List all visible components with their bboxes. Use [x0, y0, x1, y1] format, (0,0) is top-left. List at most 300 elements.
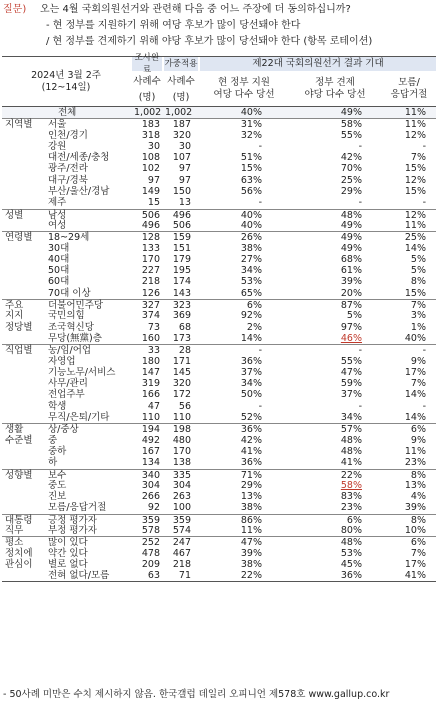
- row-check-pct: -: [358, 197, 362, 209]
- row-support-pct: -: [258, 197, 262, 209]
- row-subgroup-label: 진보: [48, 491, 67, 503]
- table-header: [2, 53, 436, 107]
- row-subgroup-label: 조국혁신당: [48, 321, 94, 333]
- row-group-label: 성향별: [5, 469, 33, 481]
- row-check-pct: 42%: [340, 152, 362, 164]
- row-survey-count: 218: [141, 276, 160, 288]
- row-weighted-count: 263: [172, 491, 191, 503]
- row-weighted-count: 151: [172, 242, 191, 254]
- question-block: [0, 0, 439, 52]
- row-survey-count: 506: [141, 209, 160, 221]
- table-row: [2, 220, 436, 231]
- row-support-pct: 86%: [240, 514, 262, 526]
- table-body: [2, 107, 436, 581]
- row-support-pct: 13%: [240, 491, 262, 503]
- row-check-pct: 5%: [346, 310, 362, 322]
- table-row: [2, 243, 436, 254]
- row-survey-count: 340: [141, 469, 160, 481]
- row-weighted-count: 359: [172, 514, 191, 526]
- table-row: [2, 367, 436, 378]
- row-survey-count: 102: [141, 163, 160, 175]
- table-row: [2, 333, 436, 344]
- table-row: [2, 525, 436, 536]
- row-check-pct: 36%: [340, 570, 362, 582]
- row-support-pct: 92%: [240, 310, 262, 322]
- row-survey-count: 166: [141, 389, 160, 401]
- row-survey-count: 183: [141, 119, 160, 131]
- row-dk-pct: 7%: [410, 378, 426, 390]
- row-subgroup-label: 사무/관리: [48, 378, 88, 390]
- row-check-pct: 55%: [340, 129, 362, 141]
- row-survey-count: 47: [147, 400, 160, 412]
- row-dk-pct: 14%: [404, 389, 426, 401]
- row-weighted-count: 496: [172, 209, 191, 221]
- row-support-pct: 36%: [240, 457, 262, 469]
- table-row: [2, 130, 436, 141]
- row-dk-pct: -: [422, 140, 426, 152]
- row-subgroup-label: 부정 평가자: [48, 524, 97, 536]
- row-support-pct: 56%: [240, 186, 262, 198]
- table-row: [2, 412, 436, 423]
- table-row: [2, 502, 436, 513]
- row-check-pct: -: [358, 345, 362, 357]
- row-check-pct: 87%: [340, 300, 362, 312]
- row-survey-count: 327: [141, 300, 160, 312]
- row-subgroup-label: 국민의힘: [48, 310, 85, 322]
- row-weighted-count: 159: [172, 232, 191, 244]
- table-row: [2, 514, 436, 525]
- row-weighted-count: 68: [178, 321, 191, 333]
- row-dk-pct: 5%: [410, 253, 426, 265]
- table-row: [2, 378, 436, 389]
- table-row: [2, 389, 436, 400]
- row-group-label: 지지: [5, 310, 24, 322]
- row-survey-count: 319: [141, 378, 160, 390]
- row-support-pct: -: [258, 400, 262, 412]
- row-support-pct: 51%: [240, 152, 262, 164]
- table-row: [2, 491, 436, 502]
- row-dk-pct: 7%: [410, 300, 426, 312]
- row-weighted-count: 187: [172, 119, 191, 131]
- row-subgroup-label: 전혀 없다/모름: [48, 570, 110, 582]
- row-group-label: 연령별: [5, 232, 33, 244]
- row-weighted-count: 320: [172, 129, 191, 141]
- row-support-pct: 36%: [240, 424, 262, 436]
- table-row: [2, 469, 436, 480]
- row-dk-pct: 15%: [404, 186, 426, 198]
- row-survey-count: 374: [141, 310, 160, 322]
- row-group-label: 관심이: [5, 558, 33, 570]
- row-survey-count: 492: [141, 434, 160, 446]
- row-subgroup-label: 모름/응답거절: [48, 502, 107, 514]
- table-row: [2, 265, 436, 276]
- row-support-pct: 11%: [240, 524, 262, 536]
- row-group-label: 생활: [5, 424, 24, 436]
- row-survey-count: 227: [141, 265, 160, 277]
- row-weighted-count: 1,002: [165, 107, 193, 118]
- row-group-label: 대통령: [5, 514, 33, 526]
- row-check-pct: 49%: [340, 107, 362, 118]
- row-survey-count: 180: [141, 355, 160, 367]
- row-subgroup-label: 전업주부: [48, 389, 85, 401]
- row-check-pct: 80%: [340, 524, 362, 536]
- row-weighted-count: 179: [172, 253, 191, 265]
- table-row: [2, 197, 436, 208]
- row-survey-count: 209: [141, 558, 160, 570]
- row-weighted-count: 574: [172, 524, 191, 536]
- row-weighted-count: 110: [172, 412, 191, 424]
- row-dk-pct: 40%: [404, 332, 426, 344]
- row-subgroup-label: 50대: [48, 265, 70, 277]
- row-dk-pct: 14%: [404, 242, 426, 254]
- row-group-label: 주요: [5, 300, 24, 312]
- row-dk-pct: 7%: [410, 547, 426, 559]
- row-dk-pct: 11%: [404, 107, 426, 118]
- row-subgroup-label: 대구/경북: [48, 174, 88, 186]
- row-weighted-count: 56: [178, 400, 191, 412]
- row-dk-pct: 7%: [410, 152, 426, 164]
- row-subgroup-label: 무당(無黨)층: [48, 332, 102, 344]
- row-survey-count: 318: [141, 129, 160, 141]
- row-subgroup-label: 중: [48, 434, 58, 446]
- row-check-pct: 45%: [340, 558, 362, 570]
- row-weighted-count: 171: [172, 355, 191, 367]
- row-weighted-count: 467: [172, 547, 191, 559]
- row-weighted-count: 320: [172, 378, 191, 390]
- row-check-pct: 53%: [340, 547, 362, 559]
- row-survey-count: 30: [147, 140, 160, 152]
- row-weighted-count: 107: [172, 152, 191, 164]
- row-subgroup-label: 많이 있다: [48, 537, 88, 549]
- row-dk-pct: 8%: [410, 276, 426, 288]
- row-dk-pct: 39%: [404, 502, 426, 514]
- row-check-pct: 58%: [340, 479, 362, 491]
- row-dk-pct: 14%: [404, 412, 426, 424]
- header-period-label: 2024년 3월 2주: [31, 70, 101, 81]
- row-check-pct: 61%: [340, 265, 362, 277]
- row-weighted-count: 304: [172, 479, 191, 491]
- table-row: [2, 288, 436, 299]
- row-subgroup-label: 기능노무/서비스: [48, 366, 116, 378]
- row-weighted-count: 97: [178, 174, 191, 186]
- table-row: [2, 446, 436, 457]
- row-check-pct: 59%: [340, 378, 362, 390]
- row-survey-count: 73: [147, 321, 160, 333]
- row-weighted-count: 174: [172, 276, 191, 288]
- row-support-pct: 47%: [240, 537, 262, 549]
- row-support-pct: 38%: [240, 502, 262, 514]
- row-survey-count: 304: [141, 479, 160, 491]
- row-check-pct: -: [358, 140, 362, 152]
- row-subgroup-label: 하: [48, 457, 58, 469]
- header-unit-1: (명): [138, 92, 156, 103]
- row-dk-pct: 17%: [404, 558, 426, 570]
- row-dk-pct: 11%: [404, 445, 426, 457]
- table-row: [2, 163, 436, 174]
- row-weighted-count: 195: [172, 265, 191, 277]
- row-subgroup-label: 부산/울산/경남: [48, 186, 110, 198]
- header-period-dates: (12~14일): [41, 82, 91, 93]
- row-subgroup-label: 70대 이상: [48, 287, 91, 299]
- row-dk-pct: 23%: [404, 457, 426, 469]
- row-weighted-count: 97: [178, 163, 191, 175]
- row-weighted-count: 13: [178, 197, 191, 209]
- row-weighted-count: 247: [172, 537, 191, 549]
- row-survey-count: 252: [141, 537, 160, 549]
- row-survey-count: 63: [147, 570, 160, 582]
- row-weighted-count: 369: [172, 310, 191, 322]
- row-group-label: 직무: [5, 524, 24, 536]
- row-group-label: 정당별: [5, 321, 33, 333]
- row-subgroup-label: 인천/경기: [48, 129, 88, 141]
- table-row: [2, 480, 436, 491]
- row-subgroup-label: 자영업: [48, 355, 76, 367]
- row-weighted-count: 143: [172, 287, 191, 299]
- row-survey-count: 147: [141, 366, 160, 378]
- row-survey-count: 33: [147, 345, 160, 357]
- row-support-pct: 31%: [240, 119, 262, 131]
- row-subgroup-label: 별로 없다: [48, 558, 88, 570]
- row-weighted-count: 173: [172, 332, 191, 344]
- question-line-1: 오는 4월 국회의원선거와 관련해 다음 중 어느 주장에 더 동의하십니까?: [40, 4, 351, 15]
- row-check-pct: 48%: [340, 434, 362, 446]
- row-dk-pct: 10%: [404, 524, 426, 536]
- table-row: [2, 310, 436, 321]
- row-survey-count: 578: [141, 524, 160, 536]
- table-row: [2, 118, 436, 129]
- header-unit-2: (명): [172, 92, 190, 103]
- row-dk-pct: 9%: [410, 355, 426, 367]
- row-weighted-count: 150: [172, 186, 191, 198]
- row-check-pct: 46%: [340, 332, 362, 344]
- row-dk-pct: 13%: [404, 479, 426, 491]
- row-check-pct: 83%: [340, 491, 362, 503]
- row-weighted-count: 335: [172, 469, 191, 481]
- row-weighted-count: 198: [172, 424, 191, 436]
- table-row: [2, 299, 436, 310]
- row-support-pct: 15%: [240, 163, 262, 175]
- header-col-support: 현 정부 지원 여당 다수 당선: [213, 77, 275, 100]
- table-row: [2, 344, 436, 355]
- header-col-check: 정부 견제 야당 다수 당선: [304, 77, 366, 100]
- row-check-pct: 48%: [340, 445, 362, 457]
- row-check-pct: 49%: [340, 219, 362, 231]
- row-support-pct: 22%: [240, 570, 262, 582]
- row-support-pct: 65%: [240, 287, 262, 299]
- row-subgroup-label: 보수: [48, 469, 67, 481]
- row-weighted-count: 506: [172, 219, 191, 231]
- header-period: [2, 57, 130, 107]
- row-dk-pct: 8%: [410, 514, 426, 526]
- row-support-pct: 63%: [240, 174, 262, 186]
- row-weighted-count: 28: [178, 345, 191, 357]
- row-support-pct: 42%: [240, 434, 262, 446]
- row-subgroup-label: 강원: [48, 140, 67, 152]
- row-check-pct: 58%: [340, 119, 362, 131]
- row-subgroup-label: 30대: [48, 242, 70, 254]
- row-dk-pct: 11%: [404, 119, 426, 131]
- row-weighted-count: 138: [172, 457, 191, 469]
- table-row: [2, 175, 436, 186]
- footer-note: - 50사례 미만은 수치 제시하지 않음. 한국갤럽 데일리 오피니언 제578호 www.gallup.co.kr: [3, 689, 390, 700]
- row-dk-pct: 6%: [410, 424, 426, 436]
- row-check-pct: 48%: [340, 537, 362, 549]
- row-survey-count: 359: [141, 514, 160, 526]
- row-subgroup-label: 무직/은퇴/기타: [48, 412, 110, 424]
- row-support-pct: 37%: [240, 366, 262, 378]
- table-row: [2, 141, 436, 152]
- row-support-pct: 38%: [240, 242, 262, 254]
- row-weighted-count: 71: [178, 570, 191, 582]
- row-weighted-count: 323: [172, 300, 191, 312]
- row-support-pct: 40%: [240, 209, 262, 221]
- row-check-pct: 23%: [340, 502, 362, 514]
- row-dk-pct: 17%: [404, 366, 426, 378]
- row-check-pct: 68%: [340, 253, 362, 265]
- row-check-pct: 25%: [340, 174, 362, 186]
- row-dk-pct: 12%: [404, 129, 426, 141]
- question-line-2: - 현 정부를 지원하기 위해 여당 후보가 많이 당선돼야 한다: [46, 20, 301, 31]
- table-row: [2, 536, 436, 547]
- row-check-pct: 55%: [340, 355, 362, 367]
- row-subgroup-label: 약간 있다: [48, 547, 88, 559]
- row-dk-pct: 8%: [410, 469, 426, 481]
- header-respondents-1: 사례수: [133, 76, 161, 87]
- row-survey-count: 126: [141, 287, 160, 299]
- row-subgroup-label: 40대: [48, 253, 70, 265]
- row-weighted-count: 218: [172, 558, 191, 570]
- row-dk-pct: 1%: [410, 321, 426, 333]
- row-support-pct: 40%: [240, 219, 262, 231]
- row-subgroup-label: 대전/세종/충청: [48, 152, 110, 164]
- table-row: [2, 209, 436, 220]
- row-subgroup-label: 긍정 평가자: [48, 514, 97, 526]
- row-survey-count: 15: [147, 197, 160, 209]
- row-check-pct: 34%: [340, 412, 362, 424]
- row-subgroup-label: 전체: [58, 107, 77, 118]
- row-survey-count: 97: [147, 174, 160, 186]
- row-support-pct: 29%: [240, 479, 262, 491]
- question-line-3: / 현 정부를 견제하기 위해 야당 후보가 많이 당선돼야 한다 (항목 로테이션): [46, 36, 373, 47]
- row-dk-pct: 6%: [410, 537, 426, 549]
- row-survey-count: 110: [141, 412, 160, 424]
- row-dk-pct: 15%: [404, 287, 426, 299]
- row-check-pct: 49%: [340, 232, 362, 244]
- row-support-pct: 14%: [240, 332, 262, 344]
- question-tag: 질문): [3, 4, 27, 15]
- table-row: [2, 152, 436, 163]
- row-survey-count: 266: [141, 491, 160, 503]
- table-row: [2, 186, 436, 197]
- table-row: [2, 423, 436, 434]
- row-dk-pct: 9%: [410, 434, 426, 446]
- table-row: [2, 356, 436, 367]
- row-weighted-count: 480: [172, 434, 191, 446]
- row-check-pct: 57%: [340, 424, 362, 436]
- row-survey-count: 149: [141, 186, 160, 198]
- row-survey-count: 496: [141, 219, 160, 231]
- row-subgroup-label: 농/임/어업: [48, 345, 92, 357]
- header-survey-label: 조사완료: [132, 57, 162, 71]
- row-support-pct: -: [258, 345, 262, 357]
- row-dk-pct: 4%: [410, 491, 426, 503]
- row-check-pct: 6%: [346, 514, 362, 526]
- row-check-pct: 70%: [340, 163, 362, 175]
- row-support-pct: 71%: [240, 469, 262, 481]
- row-group-label: 수준별: [5, 434, 33, 446]
- row-check-pct: 22%: [340, 469, 362, 481]
- row-subgroup-label: 중하: [48, 445, 67, 457]
- row-subgroup-label: 18~29세: [48, 232, 90, 244]
- row-support-pct: 34%: [240, 378, 262, 390]
- row-dk-pct: 15%: [404, 163, 426, 175]
- row-dk-pct: 11%: [404, 219, 426, 231]
- row-weighted-count: 30: [178, 140, 191, 152]
- row-dk-pct: -: [422, 400, 426, 412]
- row-support-pct: 40%: [240, 107, 262, 118]
- header-col-dk: 모름/ 응답거절: [390, 77, 428, 100]
- row-check-pct: -: [358, 400, 362, 412]
- row-support-pct: 27%: [240, 253, 262, 265]
- row-support-pct: 26%: [240, 232, 262, 244]
- row-group-label: 평소: [5, 537, 24, 549]
- table-row: [2, 231, 436, 242]
- row-support-pct: 50%: [240, 389, 262, 401]
- row-survey-count: 478: [141, 547, 160, 559]
- row-check-pct: 41%: [340, 457, 362, 469]
- row-check-pct: 49%: [340, 242, 362, 254]
- row-survey-count: 160: [141, 332, 160, 344]
- row-support-pct: 32%: [240, 129, 262, 141]
- row-survey-count: 128: [141, 232, 160, 244]
- row-subgroup-label: 더불어민주당: [48, 300, 104, 312]
- row-dk-pct: 12%: [404, 209, 426, 221]
- table-row: [2, 322, 436, 333]
- row-subgroup-label: 학생: [48, 400, 67, 412]
- row-weighted-count: 100: [172, 502, 191, 514]
- table-row: [2, 457, 436, 468]
- row-survey-count: 1,002: [134, 107, 162, 118]
- row-dk-pct: 25%: [404, 232, 426, 244]
- row-support-pct: 36%: [240, 355, 262, 367]
- row-support-pct: -: [258, 140, 262, 152]
- row-subgroup-label: 상/중상: [48, 424, 79, 436]
- table-row: [2, 570, 436, 581]
- table-row: [2, 107, 436, 118]
- row-check-pct: 29%: [340, 186, 362, 198]
- row-dk-pct: -: [422, 197, 426, 209]
- header-respondents-2: 사례수: [167, 76, 195, 87]
- row-survey-count: 170: [141, 253, 160, 265]
- row-subgroup-label: 여성: [48, 219, 67, 231]
- row-dk-pct: 3%: [410, 310, 426, 322]
- row-check-pct: 20%: [340, 287, 362, 299]
- table-row: [2, 401, 436, 412]
- row-group-label: 정치에: [5, 547, 33, 559]
- row-survey-count: 92: [147, 502, 160, 514]
- row-group-label: 성별: [5, 209, 24, 221]
- row-support-pct: 52%: [240, 412, 262, 424]
- row-support-pct: 34%: [240, 265, 262, 277]
- row-survey-count: 167: [141, 445, 160, 457]
- row-subgroup-label: 광주/전라: [48, 163, 88, 175]
- table-row: [2, 559, 436, 570]
- header-expect-title: 제22대 국회의원선거 결과 기대: [200, 57, 436, 71]
- row-support-pct: 41%: [240, 445, 262, 457]
- table-row: [2, 548, 436, 559]
- row-survey-count: 134: [141, 457, 160, 469]
- row-weighted-count: 145: [172, 366, 191, 378]
